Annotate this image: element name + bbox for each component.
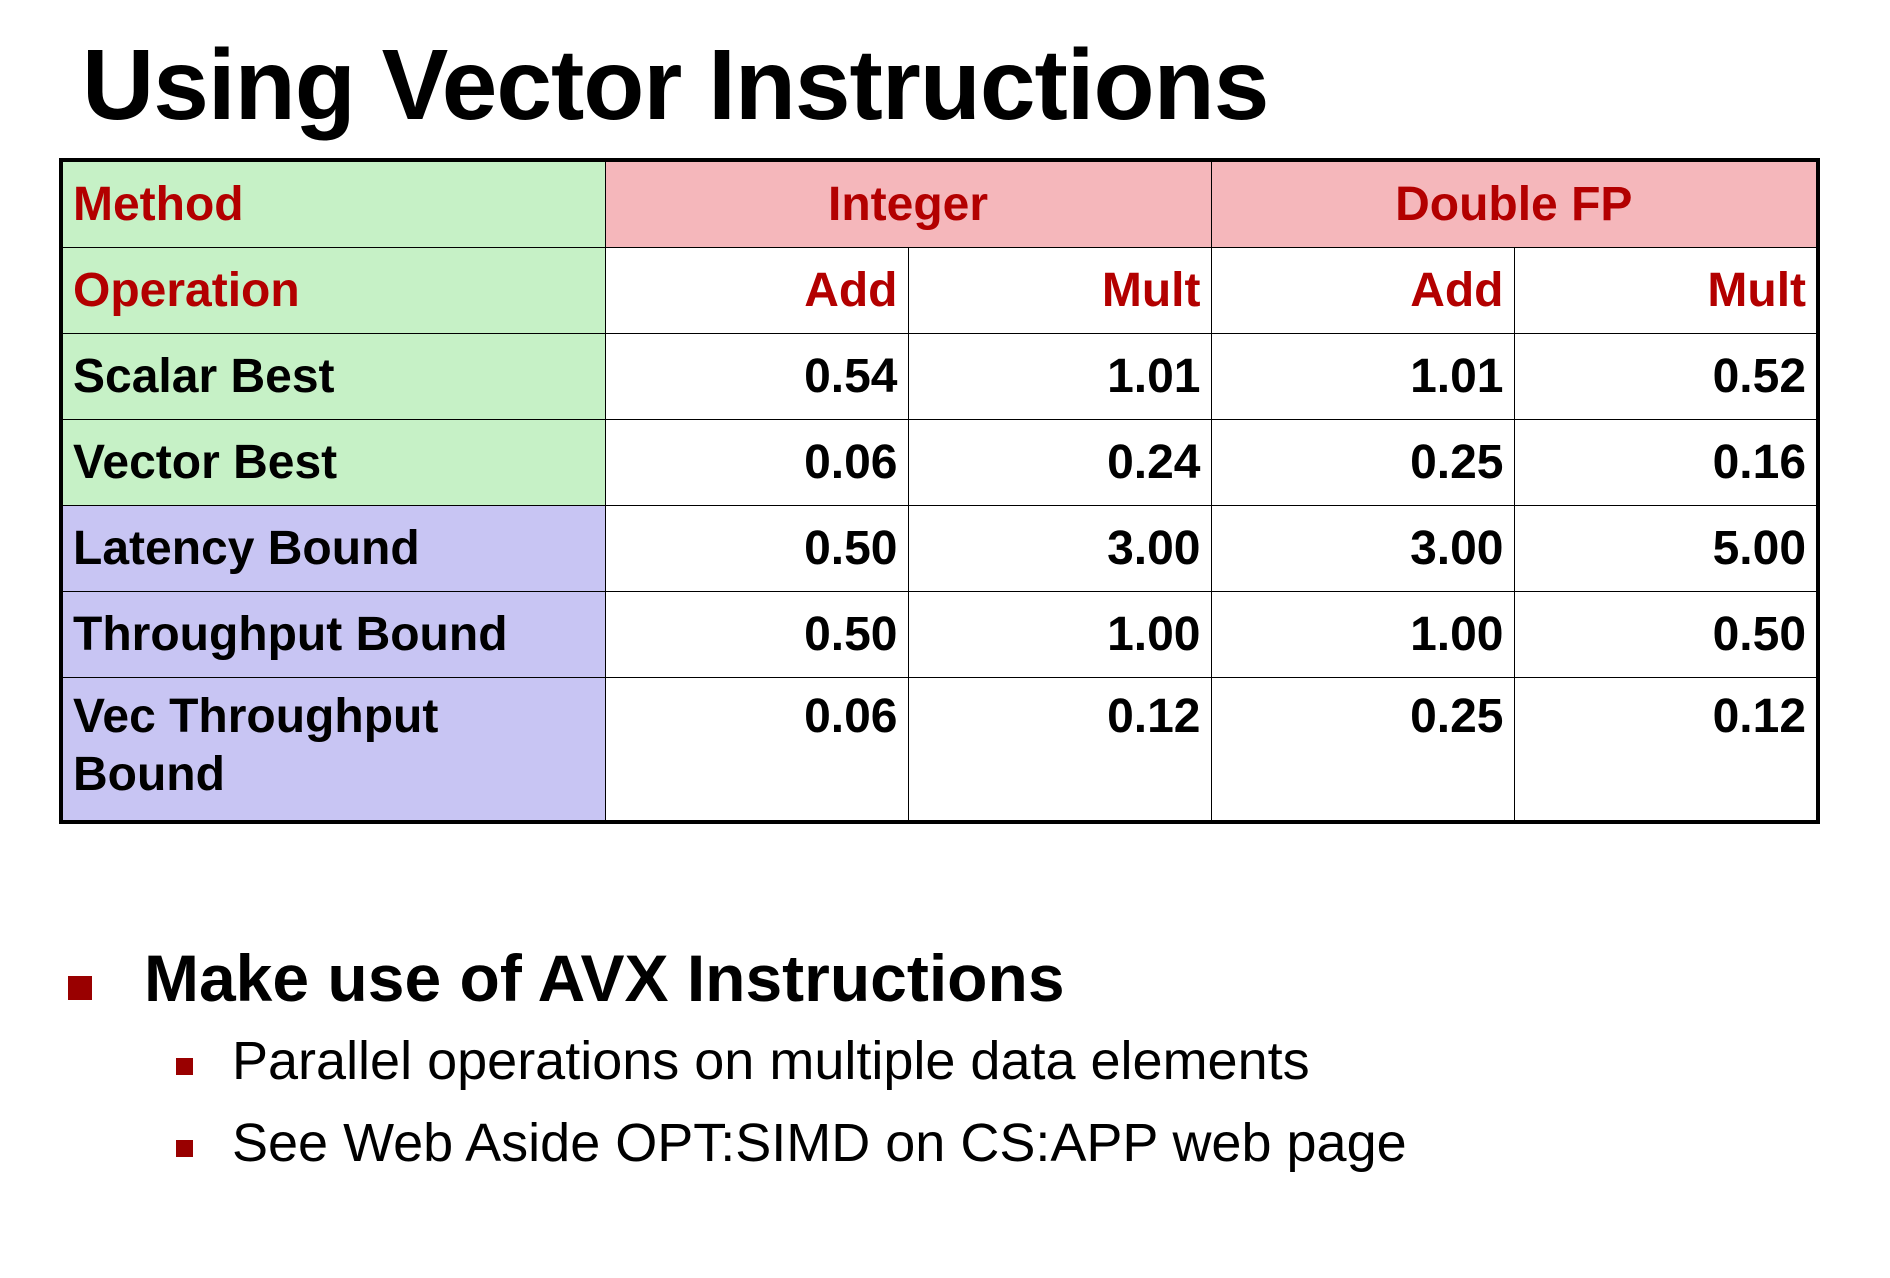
table-row <box>61 506 1818 592</box>
table-cell: 0.25 <box>1211 420 1514 506</box>
integer-group-header: Integer <box>605 160 1211 248</box>
table-cell: 0.54 <box>605 334 908 420</box>
square-bullet-icon <box>176 1058 193 1075</box>
sub-bullet <box>62 1112 1842 1194</box>
table-header-row-method <box>61 160 1818 248</box>
row-label-latency-bound: Latency Bound <box>61 506 605 592</box>
method-header-cell: Method <box>61 160 605 248</box>
performance-table <box>59 158 1820 824</box>
table-row <box>61 678 1818 823</box>
square-bullet-icon <box>176 1140 193 1157</box>
table-cell: 0.52 <box>1514 334 1818 420</box>
row-label-throughput-bound: Throughput Bound <box>61 592 605 678</box>
table-cell: 0.50 <box>605 506 908 592</box>
sub-bullet-text: Parallel operations on multiple data elements <box>232 1031 1310 1091</box>
table-cell: 0.16 <box>1514 420 1818 506</box>
table-cell: 3.00 <box>908 506 1211 592</box>
row-label-vector-best: Vector Best <box>61 420 605 506</box>
table-cell: 5.00 <box>1514 506 1818 592</box>
table-cell: 1.01 <box>908 334 1211 420</box>
table-row <box>61 420 1818 506</box>
table-cell: 0.12 <box>908 678 1211 823</box>
table-cell: 0.06 <box>605 678 908 823</box>
bullet-main <box>62 940 1842 1030</box>
table-header-row-operation <box>61 248 1818 334</box>
sub-bullet-text: See Web Aside OPT:SIMD on CS:APP web page <box>232 1113 1407 1173</box>
op-header-double-mult: Mult <box>1514 248 1818 334</box>
table-cell: 0.06 <box>605 420 908 506</box>
table-cell: 0.25 <box>1211 678 1514 823</box>
double-fp-group-header: Double FP <box>1211 160 1818 248</box>
table-row <box>61 592 1818 678</box>
table-cell: 3.00 <box>1211 506 1514 592</box>
table-cell: 1.00 <box>908 592 1211 678</box>
op-header-double-add: Add <box>1211 248 1514 334</box>
square-bullet-icon <box>68 976 92 1000</box>
table-cell: 0.50 <box>605 592 908 678</box>
row-label-vec-throughput-bound: Vec Throughput Bound <box>61 678 605 823</box>
table-cell: 1.00 <box>1211 592 1514 678</box>
bullet-list <box>62 940 1842 1194</box>
row-label-scalar-best: Scalar Best <box>61 334 605 420</box>
sub-bullet <box>62 1030 1842 1112</box>
table-row <box>61 334 1818 420</box>
table-cell: 0.24 <box>908 420 1211 506</box>
slide-title: Using Vector Instructions <box>82 29 1269 141</box>
op-header-integer-add: Add <box>605 248 908 334</box>
table-cell: 0.50 <box>1514 592 1818 678</box>
table-cell: 0.12 <box>1514 678 1818 823</box>
op-header-integer-mult: Mult <box>908 248 1211 334</box>
operation-header-cell: Operation <box>61 248 605 334</box>
table-cell: 1.01 <box>1211 334 1514 420</box>
bullet-main-text: Make use of AVX Instructions <box>144 941 1065 1015</box>
